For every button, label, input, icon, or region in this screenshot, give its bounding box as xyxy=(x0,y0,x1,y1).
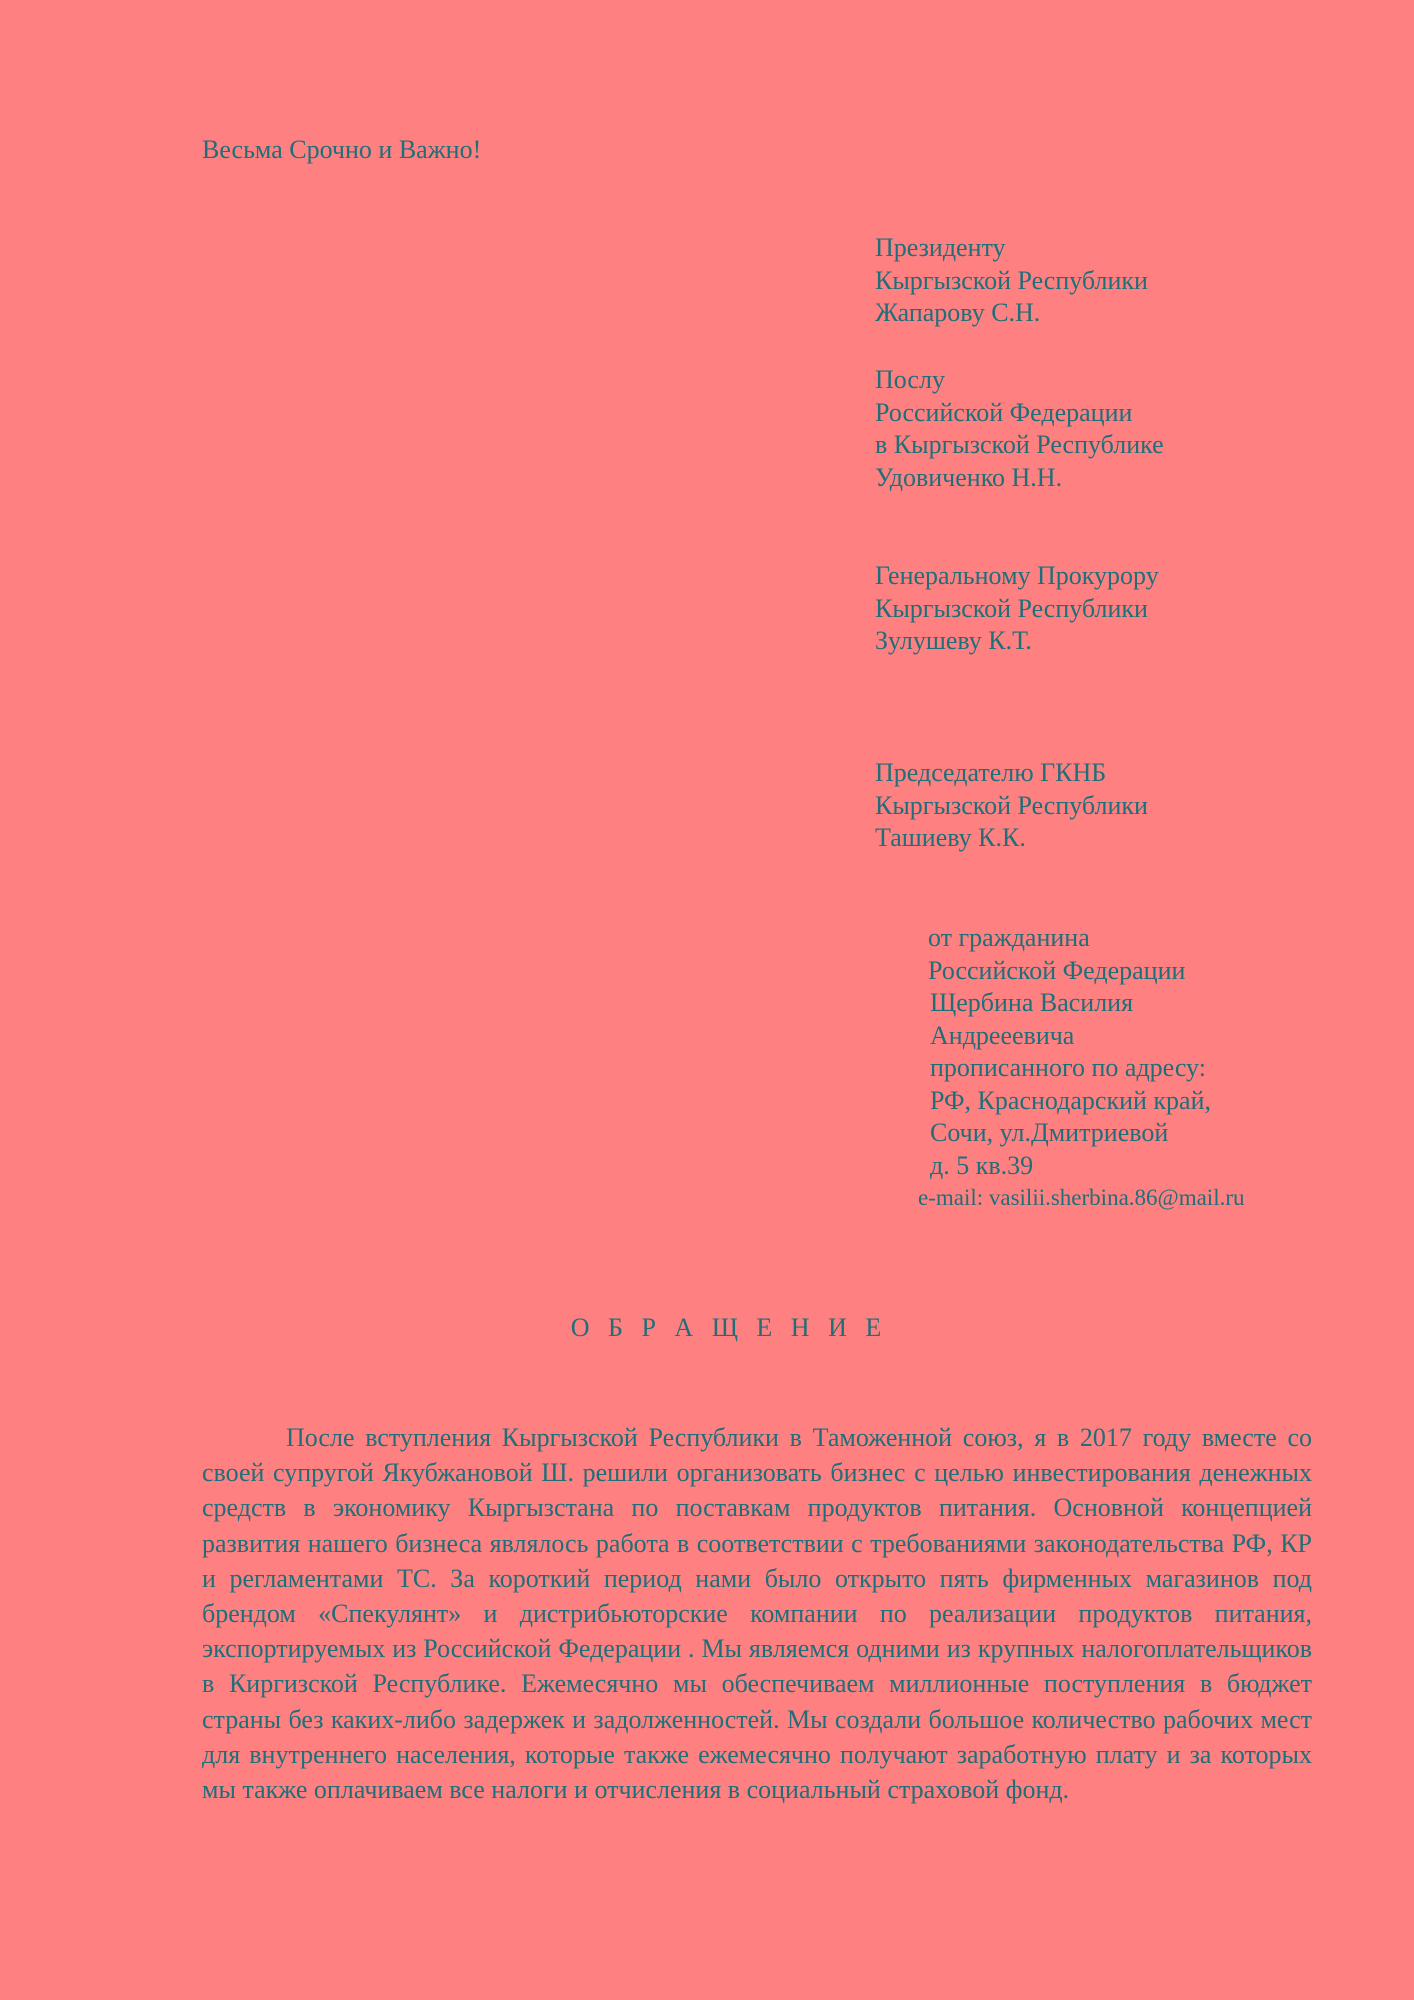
body-paragraph: После вступления Кыргызской Республики в Таможенной союз, я в 2017 году вместе со своей супругой Якубжановой Ш. решили организовать бизнес с целью инвестирования денежных средств в экономику Кыргызстана по поставкам продуктов питания. Основной концепцией развития нашего бизнеса являлось работа в соответствии с требованиями законодательства РФ, КР и регламентами ТС. За короткий период нами было открыто пять фирменных магазинов под брендом «Спекулянт» и дистрибьюторские компании по реализации продуктов питания, экспортируемых из Российской Федерации . Мы являемся одними из крупных налогоплательщиков в Киргизской Республике. Ежемесячно мы обеспечиваем миллионные поступления в бюджет страны без каких-либо задержек и задолженностей. Мы создали большое количество рабочих мест для внутреннего населения, которые также ежемесячно получают заработную плату и за которых мы также оплачиваем все налоги и отчисления в социальный страховой фонд. xyxy=(202,1423,1312,1805)
sender-email: e-mail: vasilii.sherbina.86@mail.ru xyxy=(918,1185,1245,1210)
urgent-note: Весьма Срочно и Важно! xyxy=(202,135,482,164)
sender-block xyxy=(918,922,1245,1215)
sender-line: РФ, Краснодарский край, xyxy=(930,1085,1211,1115)
sender-line: Андрееевича xyxy=(930,1020,1075,1050)
addressee-line: Генеральному Прокурору xyxy=(875,561,1159,590)
addressee-gknb xyxy=(875,757,1148,855)
addressee-line: Председателю ГКНБ xyxy=(875,758,1107,787)
sender-line: Щербина Василия xyxy=(930,988,1134,1017)
addressee-line: Российской Федерации xyxy=(875,397,1133,427)
addressee-line: Кыргызской Республики xyxy=(875,265,1148,295)
sender-line: д. 5 кв.39 xyxy=(930,1150,1034,1180)
addressee-line: Ташиеву К.К. xyxy=(875,823,1026,852)
sender-line: Сочи, ул.Дмитриевой xyxy=(930,1118,1169,1147)
addressee-line: в Кыргызской Республике xyxy=(875,430,1164,459)
addressee-line: Послу xyxy=(875,365,945,394)
sender-line: прописанного по адресу: xyxy=(930,1053,1206,1082)
addressee-line: Кыргызской Республики xyxy=(875,593,1148,623)
addressee-president xyxy=(875,232,1148,330)
sender-line: Российской Федерации xyxy=(928,955,1186,985)
addressee-line: Зулушеву К.Т. xyxy=(875,626,1032,655)
addressee-line: Жапарову С.Н. xyxy=(875,298,1041,327)
sender-line: от гражданина xyxy=(928,923,1090,952)
addressee-prosecutor xyxy=(875,560,1159,658)
addressee-line: Президенту xyxy=(875,233,1006,262)
addressee-ambassador xyxy=(875,364,1164,494)
addressee-line: Удовиченко Н.Н. xyxy=(875,462,1063,492)
document-title: О Б Р А Щ Е Н И Е xyxy=(570,1313,888,1342)
addressee-line: Кыргызской Республики xyxy=(875,790,1148,820)
